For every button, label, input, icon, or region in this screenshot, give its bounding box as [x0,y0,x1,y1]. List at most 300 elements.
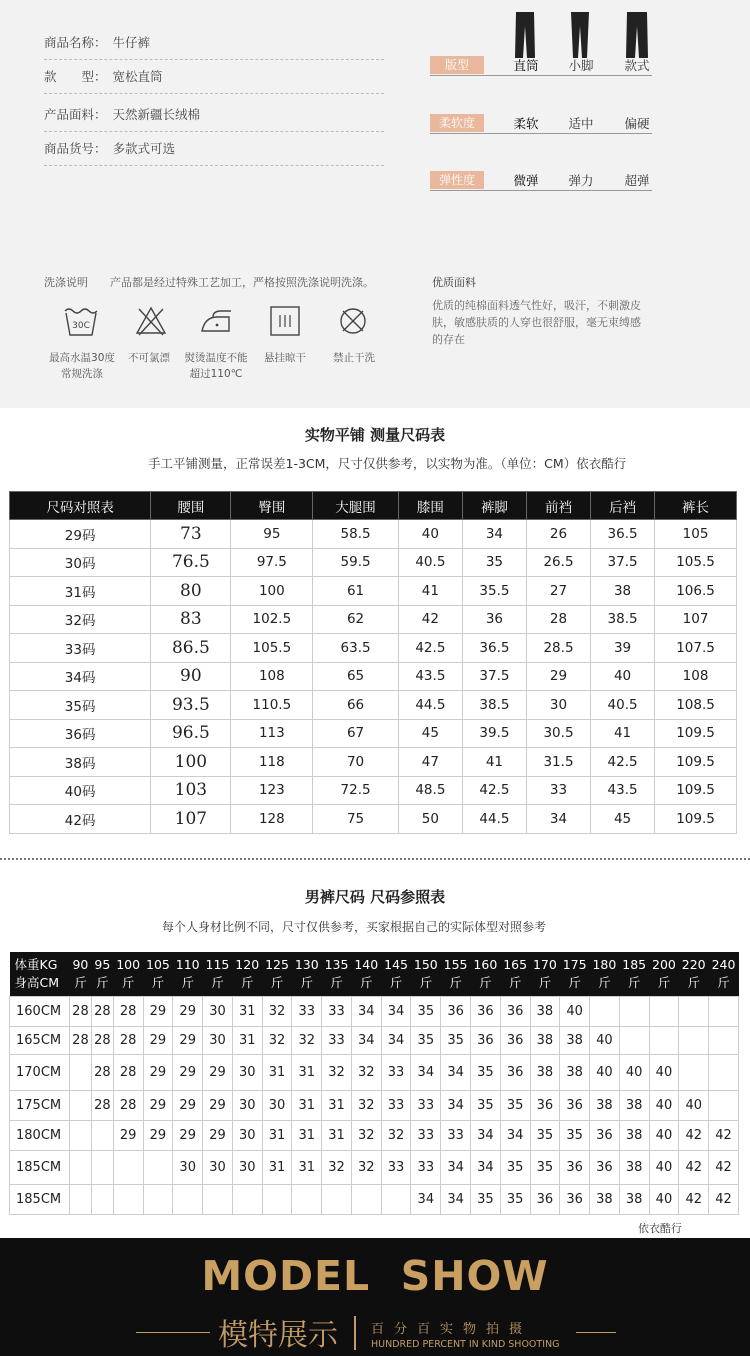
table-cell: 30 [526,691,590,720]
table-cell: 40 [679,1090,709,1120]
table-cell: 34 [470,1150,500,1184]
weight-value: 100 [116,956,141,972]
divider [354,1316,356,1350]
table-cell: 31 [262,1150,292,1184]
table-cell: 123 [231,776,313,805]
weight-unit: 斤 [419,974,433,990]
table-row [10,548,737,577]
reference-table-title: 男裤尺码 尺码参照表 [304,888,446,906]
table-cell: 30 [173,1150,203,1184]
weight-value: 200 [652,956,676,972]
table-cell: 36 [470,996,500,1026]
table-cell: 35 [462,548,526,577]
table-cell: 40.5 [591,691,655,720]
attr-option: 直筒 [513,58,539,73]
weight-header [143,952,173,996]
table-cell: 40 [649,1090,679,1120]
model-show-tagline: 百分百实物拍摄 [371,1322,533,1337]
table-cell: 30 [203,1026,233,1054]
table-cell: 30 [232,1090,262,1120]
table-cell: 38 [590,1090,620,1120]
table-cell: 75 [313,805,399,834]
attr-option: 超弹 [624,173,650,188]
weight-unit: 斤 [300,974,314,990]
table-cell: 36.5 [462,634,526,663]
table-row [10,1026,739,1054]
table-cell: 73 [151,520,231,549]
iron-icon [199,305,235,337]
info-row-sku: 商品货号： 多款式可选 [44,132,384,166]
table-cell: 50 [398,805,462,834]
table-cell: 35 [500,1150,530,1184]
table-cell: 36 [500,1026,530,1054]
table-cell: 107.5 [655,634,737,663]
table-cell: 103 [151,776,231,805]
table-cell: 41 [398,577,462,606]
table-cell: 128 [231,805,313,834]
weight-unit: 斤 [687,974,700,990]
table-row [10,1090,739,1120]
table-cell [70,1090,92,1120]
weight-unit: 斤 [508,974,522,990]
model-show-banner [0,1238,750,1356]
table-cell: 28.5 [526,634,590,663]
weight-unit: 斤 [360,974,373,990]
table-cell: 40 [560,996,590,1026]
attr-option: 款式 [624,58,650,73]
wash-30-icon [63,305,99,337]
table-cell: 36 [500,996,530,1026]
no-dry-clean-icon [335,305,371,337]
table-cell: 62 [313,605,399,634]
table-cell: 32 [381,1120,411,1150]
weight-value: 130 [294,956,319,972]
table-cell: 40 [619,1054,649,1090]
wash-caption: 熨烫温度不能 超过110℃ [184,352,248,380]
skinny-pants-icon [569,12,591,58]
table-cell: 31码 [10,577,151,606]
table-cell [91,1150,113,1184]
weight-unit: 斤 [151,974,165,990]
table-cell: 42 [398,605,462,634]
weight-value: 155 [443,956,468,972]
table-cell: 29 [143,1120,173,1150]
size-table-header: 尺码对照表 [10,492,151,520]
weight-header [262,952,292,996]
wash-description: 产品都是经过特殊工艺加工，严格按照洗涤说明洗涤。 [110,276,374,289]
attr-elasticity [430,169,652,191]
table-cell: 65 [313,662,399,691]
table-cell: 32 [292,1026,322,1054]
reference-table [9,952,739,1215]
attr-option: 微弹 [513,173,539,188]
table-cell: 39 [591,634,655,663]
wash-caption: 不可氯漂 [128,352,170,364]
wide-pants-icon [626,12,648,58]
table-cell: 41 [462,748,526,777]
table-cell: 29 [143,1026,173,1054]
table-cell: 33 [411,1150,441,1184]
table-cell [70,1054,92,1090]
table-cell: 30 [203,996,233,1026]
table-cell: 34 [462,520,526,549]
attr-softness [430,112,652,134]
weight-header [232,952,262,996]
weight-value: 140 [354,956,379,972]
table-cell: 37.5 [591,548,655,577]
table-cell: 36 [590,1120,620,1150]
table-cell: 33码 [10,634,151,663]
table-cell: 38 [560,1054,590,1090]
table-cell [70,1184,92,1214]
table-cell: 34 [441,1090,471,1120]
table-cell: 109.5 [655,805,737,834]
info-row-style: 款 型： 宽松直筒 [44,60,384,94]
table-cell: 35 [470,1090,500,1120]
table-cell: 67 [313,719,399,748]
table-row [10,605,737,634]
table-cell: 26 [526,520,590,549]
table-cell: 40 [649,1184,679,1214]
table-cell: 28 [113,996,143,1026]
table-cell: 39.5 [462,719,526,748]
weight-value: 185 [622,956,647,972]
table-cell: 35 [411,1026,441,1054]
table-cell: 33 [292,996,322,1026]
weight-header [113,952,143,996]
table-cell: 105 [655,520,737,549]
table-cell: 31 [322,1120,352,1150]
no-bleach-icon [133,305,169,337]
table-cell: 30.5 [526,719,590,748]
table-cell: 108 [231,662,313,691]
table-cell: 40 [590,1026,620,1054]
table-row [10,691,737,720]
height-cell: 180CM [10,1120,70,1150]
table-cell: 32 [322,1150,352,1184]
table-cell: 35 [500,1090,530,1120]
table-row [10,1120,739,1150]
table-cell [143,1184,173,1214]
weight-unit: 斤 [598,974,611,990]
table-cell: 63.5 [313,634,399,663]
weight-value: 120 [235,956,260,972]
table-row [10,520,737,549]
weight-value: 95 [94,956,111,972]
straight-pants-icon [514,12,536,58]
weight-header [173,952,203,996]
table-cell: 100 [231,577,313,606]
weight-unit: 斤 [270,974,284,990]
table-cell: 29 [173,1120,203,1150]
table-cell: 42 [709,1120,739,1150]
table-cell: 29 [143,1054,173,1090]
table-cell: 36.5 [591,520,655,549]
table-cell: 34 [500,1120,530,1150]
table-cell: 100 [151,748,231,777]
table-cell: 29 [143,996,173,1026]
weight-header [590,952,620,996]
table-cell: 109.5 [655,776,737,805]
table-cell: 42.5 [462,776,526,805]
weight-header [619,952,649,996]
table-cell [590,996,620,1026]
attr-option: 小脚 [568,58,594,73]
table-cell: 34 [441,1150,471,1184]
table-cell [70,1120,92,1150]
table-cell: 31 [232,996,262,1026]
table-cell: 35 [441,1026,471,1054]
table-cell: 43.5 [591,776,655,805]
table-cell: 42.5 [398,634,462,663]
table-cell [679,1026,709,1054]
table-cell: 29 [143,1090,173,1120]
table-cell: 38.5 [591,605,655,634]
table-cell: 32 [262,1026,292,1054]
table-cell: 27 [526,577,590,606]
size-table-subtitle: 手工平铺测量，正常误差1-3CM，尺寸仅供参考，以实物为准。（单位：CM）依衣酷行 [148,456,627,471]
table-cell: 102.5 [231,605,313,634]
table-cell: 30 [203,1150,233,1184]
material-title: 优质面料 [432,276,476,289]
size-table-header: 前裆 [526,492,590,520]
table-cell: 42 [679,1150,709,1184]
reference-corner-header [10,952,70,996]
weight-header [381,952,411,996]
table-cell: 35 [530,1120,560,1150]
table-cell: 40.5 [398,548,462,577]
table-cell: 36 [560,1150,590,1184]
table-cell [292,1184,322,1214]
table-cell: 29 [173,1026,203,1054]
attr-tag: 柔软度 [430,114,484,132]
table-cell: 29码 [10,520,151,549]
weight-value: 115 [205,956,230,972]
attr-option: 柔软 [513,116,539,131]
table-cell: 31 [292,1150,322,1184]
attr-option: 弹力 [568,173,594,188]
table-row [10,1150,739,1184]
table-cell: 36 [441,996,471,1026]
size-table-header: 大腿围 [313,492,399,520]
table-cell: 58.5 [313,520,399,549]
table-cell: 34 [351,996,381,1026]
table-cell: 36 [462,605,526,634]
table-cell: 35 [560,1120,590,1150]
table-cell: 34 [351,1026,381,1054]
table-cell: 31 [292,1054,322,1090]
table-cell: 72.5 [313,776,399,805]
table-cell [113,1150,143,1184]
table-cell: 35 [411,996,441,1026]
weight-unit: 斤 [657,974,671,990]
height-cell: 170CM [10,1054,70,1090]
table-cell: 96.5 [151,719,231,748]
table-cell: 29 [203,1120,233,1150]
weight-value: 110 [175,956,200,972]
table-cell: 45 [398,719,462,748]
table-cell: 38 [619,1090,649,1120]
table-cell: 97.5 [231,548,313,577]
table-row [10,1184,739,1214]
table-cell: 38 [619,1150,649,1184]
table-cell: 45 [591,805,655,834]
wash-temp-text: 30C [72,321,90,331]
table-cell [70,1150,92,1184]
table-cell: 42 [709,1150,739,1184]
table-cell: 44.5 [398,691,462,720]
table-cell: 90 [151,662,231,691]
height-cell: 175CM [10,1090,70,1120]
table-cell: 36码 [10,719,151,748]
info-row-fabric: 产品面料： 天然新疆长绒棉 [44,98,384,132]
table-cell: 28 [70,996,92,1026]
weight-value: 180 [592,956,617,972]
wash-caption: 最高水温30度 常规洗涤 [49,352,115,380]
table-cell: 40 [649,1054,679,1090]
weight-unit: 斤 [74,974,87,990]
weight-value: 105 [146,956,170,972]
table-cell: 42 [709,1184,739,1214]
table-cell: 38 [530,996,560,1026]
table-cell: 31 [322,1090,352,1120]
table-cell [91,1184,113,1214]
table-cell: 26.5 [526,548,590,577]
weight-value: 90 [72,956,89,972]
table-cell: 32 [262,996,292,1026]
table-cell: 36 [530,1090,560,1120]
table-cell: 35码 [10,691,151,720]
table-cell: 28 [91,1026,113,1054]
table-cell: 38.5 [462,691,526,720]
table-cell: 29 [203,1054,233,1090]
size-table-header: 臀围 [231,492,313,520]
table-cell: 33 [381,1054,411,1090]
table-cell: 42码 [10,805,151,834]
weight-unit: 斤 [479,974,492,990]
table-cell: 28 [113,1026,143,1054]
table-cell: 34码 [10,662,151,691]
table-row [10,776,737,805]
table-cell: 33 [381,1090,411,1120]
table-cell [381,1184,411,1214]
table-cell: 107 [151,805,231,834]
size-table-header: 后裆 [591,492,655,520]
table-cell: 30 [232,1054,262,1090]
table-cell: 109.5 [655,719,737,748]
brand-name: 依衣酷行 [638,1222,682,1235]
table-cell: 35.5 [462,577,526,606]
table-cell: 40 [591,662,655,691]
product-info-list [44,26,384,166]
table-cell: 38 [619,1120,649,1150]
table-cell: 40 [649,1150,679,1184]
weight-unit: 斤 [449,974,462,990]
table-cell: 38 [590,1184,620,1214]
table-row [10,805,737,834]
table-cell: 29 [113,1120,143,1150]
table-cell: 33 [381,1150,411,1184]
table-cell: 36 [500,1054,530,1090]
table-cell: 105.5 [655,548,737,577]
table-cell: 34 [441,1184,471,1214]
table-cell: 28 [526,605,590,634]
height-cell: 185CM [10,1150,70,1184]
table-cell: 66 [313,691,399,720]
table-cell: 34 [381,996,411,1026]
table-cell: 33 [322,1026,352,1054]
weight-header [292,952,322,996]
table-cell: 30 [232,1120,262,1150]
table-cell: 34 [470,1120,500,1150]
height-cell: 165CM [10,1026,70,1054]
weight-unit: 斤 [211,974,224,990]
table-cell [649,1026,679,1054]
table-cell [322,1184,352,1214]
table-cell: 38 [560,1026,590,1054]
table-cell: 80 [151,577,231,606]
table-cell: 38码 [10,748,151,777]
hang-dry-icon [267,305,303,337]
table-cell: 36 [560,1090,590,1120]
table-cell: 38 [530,1026,560,1054]
divider [576,1332,616,1333]
table-cell: 40 [590,1054,620,1090]
table-cell: 28 [113,1054,143,1090]
table-row [10,996,739,1026]
table-cell: 31 [262,1120,292,1150]
table-cell: 29 [173,1090,203,1120]
table-cell [679,996,709,1026]
table-cell [232,1184,262,1214]
table-cell [351,1184,381,1214]
weight-value: 135 [324,956,349,972]
product-info-section [0,0,750,408]
table-cell [143,1150,173,1184]
table-cell: 31.5 [526,748,590,777]
table-cell: 28 [91,1054,113,1090]
attr-option: 偏硬 [624,116,650,131]
weight-header [500,952,530,996]
wash-caption: 禁止干洗 [333,352,375,364]
height-label: 身高CM [14,974,60,990]
table-cell: 31 [292,1090,322,1120]
table-cell: 33 [322,996,352,1026]
weight-header [560,952,590,996]
table-cell: 47 [398,748,462,777]
divider [136,1332,210,1333]
table-cell [619,996,649,1026]
table-cell: 108 [655,662,737,691]
attr-tag: 版型 [430,56,484,74]
table-cell [709,1090,739,1120]
table-cell: 30码 [10,548,151,577]
table-cell: 76.5 [151,548,231,577]
weight-value: 125 [265,956,289,972]
table-cell: 31 [232,1026,262,1054]
table-cell [649,996,679,1026]
table-row [10,662,737,691]
table-cell: 61 [313,577,399,606]
weight-header [351,952,381,996]
table-cell: 34 [441,1054,471,1090]
material-description: 优质的纯棉面料透气性好，吸汗，不刺激皮肤，敏感肤质的人穿也很舒服，毫无束缚感的存在 [432,299,641,346]
table-cell: 105.5 [231,634,313,663]
table-row [10,1054,739,1090]
table-cell: 30 [232,1150,262,1184]
table-cell: 31 [262,1054,292,1090]
table-cell: 40 [649,1120,679,1150]
